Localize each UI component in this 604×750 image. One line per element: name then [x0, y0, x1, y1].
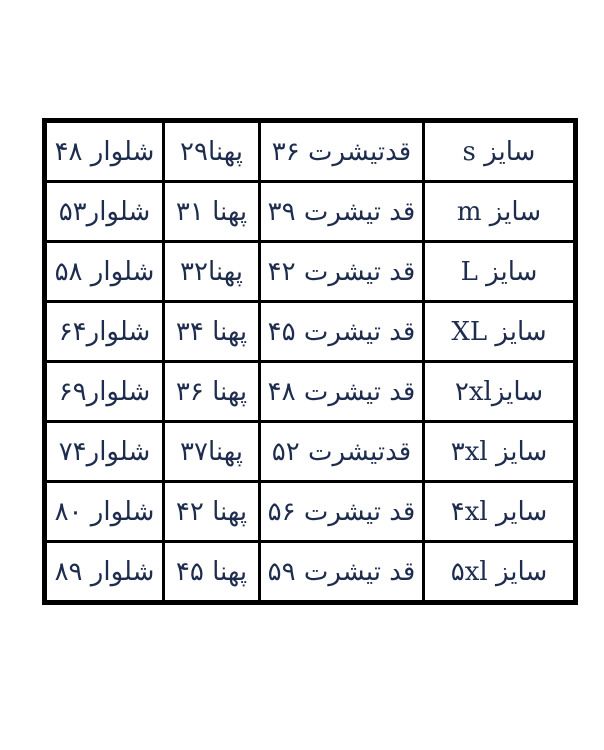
- size-cell: سایر ۴xl: [424, 482, 576, 542]
- pants-cell: شلوار ۸۹: [45, 542, 164, 603]
- size-chart-table: [42, 118, 578, 605]
- pants-cell: شلوار ۴۸: [45, 121, 164, 182]
- tshirt-length-cell: قدتیشرت ۳۶: [260, 121, 424, 182]
- table-row: [45, 542, 576, 603]
- table-row: [45, 302, 576, 362]
- size-cell: سایز L: [424, 242, 576, 302]
- width-cell: پهنا ۳۴: [164, 302, 260, 362]
- size-chart-container: [42, 118, 578, 605]
- tshirt-length-cell: قد تیشرت ۴۵: [260, 302, 424, 362]
- pants-cell: شلوار ۸۰: [45, 482, 164, 542]
- size-cell: سایز XL: [424, 302, 576, 362]
- tshirt-length-cell: قد تیشرت ۵۶: [260, 482, 424, 542]
- size-cell: سایز s: [424, 121, 576, 182]
- size-chart-body: [45, 121, 576, 603]
- tshirt-length-cell: قد تیشرت ۳۹: [260, 182, 424, 242]
- tshirt-length-cell: قد تیشرت ۴۸: [260, 362, 424, 422]
- pants-cell: شلوار۶۹: [45, 362, 164, 422]
- width-cell: پهنا ۳۱: [164, 182, 260, 242]
- size-cell: سایز ۳xl: [424, 422, 576, 482]
- tshirt-length-cell: قد تیشرت ۴۲: [260, 242, 424, 302]
- tshirt-length-cell: قدتیشرت ۵۲: [260, 422, 424, 482]
- size-cell: سایز ۵xl: [424, 542, 576, 603]
- width-cell: پهنا ۳۶: [164, 362, 260, 422]
- width-cell: پهنا ۴۵: [164, 542, 260, 603]
- width-cell: پهنا۳۷: [164, 422, 260, 482]
- table-row: [45, 242, 576, 302]
- table-row: [45, 182, 576, 242]
- table-row: [45, 482, 576, 542]
- pants-cell: شلوار۷۴: [45, 422, 164, 482]
- width-cell: پهنا۳۲: [164, 242, 260, 302]
- table-row: [45, 422, 576, 482]
- pants-cell: شلوار۵۳: [45, 182, 164, 242]
- width-cell: پهنا۲۹: [164, 121, 260, 182]
- table-row: [45, 362, 576, 422]
- size-cell: سایز m: [424, 182, 576, 242]
- table-row: [45, 121, 576, 182]
- pants-cell: شلوار۶۴: [45, 302, 164, 362]
- size-cell: سایز۲xl: [424, 362, 576, 422]
- width-cell: پهنا ۴۲: [164, 482, 260, 542]
- tshirt-length-cell: قد تیشرت ۵۹: [260, 542, 424, 603]
- pants-cell: شلوار ۵۸: [45, 242, 164, 302]
